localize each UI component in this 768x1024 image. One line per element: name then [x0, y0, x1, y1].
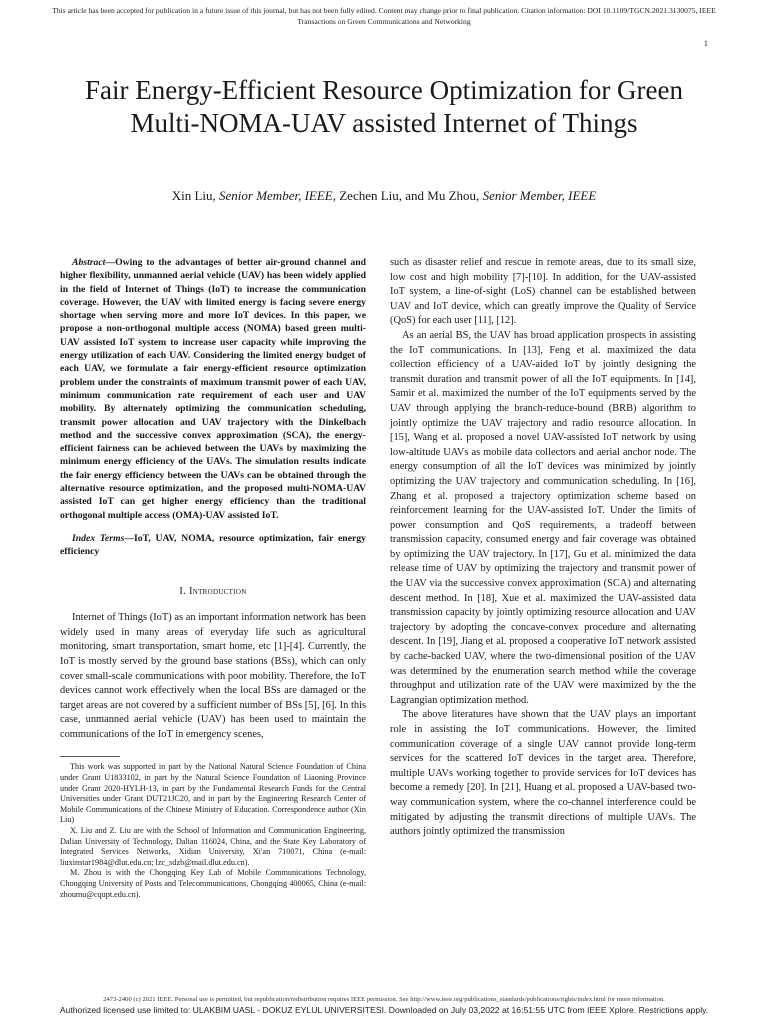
- right-column: [390, 256, 696, 840]
- paper-title: Fair Energy-Efficient Resource Optimization for Green Multi-NOMA-UAV assisted Internet of Things: [84, 75, 684, 138]
- intro-paragraph: Internet of Things (IoT) as an important information network has been widely used in many areas of everyday life such as agricultural monitoring, smart transportation, smart home, etc [1]-[4]. Currently, the IoT is mostly served by the ground base stations (BSs), which can only cover small-scale communications with poor mobility. Therefore, the IoT devices cannot work effectively when the local BSs are damaged or the target areas are not covered by a sufficient number of BSs [5], [6]. In this case, unmanned aerial vehicle (UAV) has been used to maintain the communications of the IoT in emergency scenes,: [60, 612, 366, 740]
- section-heading-introduction: I. Introduction: [179, 585, 247, 597]
- footnote-rule: [60, 756, 120, 757]
- body-paragraph-3: The above literatures have shown that the UAV plays an important role in assisting the IoT communications. However, the limited communication coverage of a single UAV cannot provide long-term services for the scattered IoT devices in the target area. Therefore, multiple UAVs working together to provide services for IoT devices has become a remedy [20]. In [21], Huang et al. proposed a UAV-based two-way communication system, where the co-channel interference could be mitigated by adjusting the transmit directions of multiple UAVs. The authors jointly optimized the transmission: [390, 709, 696, 838]
- license-notice: Authorized licensed use limited to: ULAKBIM UASL - DOKUZ EYLUL UNIVERSITESI. Downloaded on July 03,2022 at 16:51:55 UTC from IEEE Xplore. Restrictions apply.: [59, 1005, 709, 1015]
- journal-notice: [0, 6, 768, 27]
- journal-notice-line2: Transactions on Green Communications and Networking: [297, 16, 471, 26]
- abstract-lead: Abstract: [72, 257, 106, 268]
- index-terms: [60, 532, 366, 559]
- page-number: 1: [703, 38, 708, 48]
- author-line: [60, 188, 708, 204]
- index-terms-text: —IoT, UAV, NOMA, resource optimization, fair energy efficiency: [60, 532, 366, 558]
- abstract: [60, 256, 366, 522]
- author-2-3-names: , Zechen Liu, and Mu Zhou,: [332, 188, 483, 203]
- footnote-affiliation-2: M. Zhou is with the Chongqing Key Lab of Mobile Communications Technology, Chongqing University of Posts and Telecommunications, Chongqing 400065, China (e-mail: zhoumu@cqupt.edu.cn).: [60, 868, 366, 899]
- body-paragraph-1: such as disaster relief and rescue in remote areas, due to its small size, low cost and high mobility [7]-[10]. In addition, for the UAV-assisted IoT system, a line-of-sight (LoS) channel can be established between UAV and IoT device, which can greatly improve the Quality of Service (QoS) for each user [11], [12].: [390, 257, 696, 327]
- footnote-funding: This work was supported in part by the National Natural Science Foundation of China under Grant U1833102, in part by the Natural Science Foundation of Liaoning Province under Grant 2020-HYLH-13, in part by the Fundamental Research Funds for the Central Universities under Grant DUT21JC20, and in part by the Engineering Research Center of Mobile Communications of the Chinese Ministry of Education. Correspondence author (Xin Liu): [60, 762, 366, 825]
- author-3-role: Senior Member, IEEE: [482, 188, 597, 203]
- footnote-affiliation-1: X. Liu and Z. Liu are with the School of Information and Communication Engineering, Dalian University of Technology, Dalian 116024, China, and the State Key Laboratory of Integrated Services Networks, Xidian University, Xi'an 710071, China (e-mail: liuxinstar1984@dlut.edu.cn; lzc_sdzb@mail.dlut.edu.cn).: [60, 826, 366, 867]
- journal-notice-line1: This article has been accepted for publication in a future issue of this journal, but has not been fully edited. Content may change prior to final publication. Citation information: DOI 10.1109/TGCN.2021.3130075, IEEE: [52, 6, 716, 15]
- abstract-text: —Owing to the advantages of better air-ground channel and higher flexibility, unmanned aerial vehicle (UAV) has been widely applied in the field of Internet of Things (IoT) to increase the communication coverage. However, the UAV with limited energy is facing severe energy shortage when serving more and more IoT devices. In this paper, we propose a non-orthogonal multiple access (NOMA) based green multi-UAV assisted IoT system to increase user capacity while improving the energy utilization of each UAV. Considering the limited energy budget of each UAV, we formulate a fair energy-efficient resource optimization problem under the constraints of maximum transmit power of each UAV, minimum communication rate requirement of each user and UAV mobility. By alternately optimizing the communication scheduling, transmit power allocation and UAV trajectory with the Dinkelbach method and the successive convex approximation (SCA), the energy-efficient fairness can be achieved between the UAVs by maximizing the minimum energy efficiency of the UAVs. The simulation results indicate the fair energy efficiency between the UAVs can be obtained through the alternative resource optimization, and the proposed multi-NOMA-UAV assisted IoT can get higher energy efficiency than the traditional orthogonal multiple access (OMA)-UAV assisted IoT.: [60, 257, 366, 521]
- author-1-name: Xin Liu,: [171, 188, 220, 203]
- body-paragraph-2: As an aerial BS, the UAV has broad application prospects in assisting the IoT communications. In [13], Feng et al. maximized the data collection efficiency of a UAV-aided IoT by jointly designing the transmit duration and transmit power of all the IoT equipments. In [14], Samir et al. maximized the number of the IoT equipments served by the UAV through applying the branch-reduce-bound (BRB) algorithm to jointly optimize the UAV trajectory and radio resource allocation. In [15], Wang et al. proposed a novel UAV-assisted IoT network by using low-altitude UAVs as mobile data collectors and aerial anchor node. The energy consumption of all the IoT devices was minimized by jointly optimizing the UAV trajectory and communication scheduling. In [16], Zhang et al. proposed a trajectory optimization scheme based on reinforcement learning for the UAV-assisted IoT. Under the limits of power consumption and QoS requirements, a tradeoff between transmission capacity, consumed energy and fair coverage was obtained by optimizing the UAV trajectory. In [17], Gu et al. minimized the data release time of UAV by optimizing the trajectory and transmit power of the UAV via the successive convex approximation (SCA) and alternating descent method. In [18], Xue et al. maximized the UAV-assisted data transmission capacity by jointly optimizing resource allocation and UAV trajectory by adopting the concave-convex procedure and alternating descent. In [19], Jiang et al. proposed a cooperative IoT network assisted by cache-backed UAV, where the two-dimensional position of the UAV was determined by the enumeration search method while the coverage throughput and utilization rate of the UAV were maximized by the the Lagrangian optimization method.: [390, 329, 696, 706]
- left-column: [60, 256, 366, 900]
- author-1-role: Senior Member, IEEE: [219, 188, 333, 203]
- copyright-notice: 2473-2400 (c) 2021 IEEE. Personal use is permitted, but republication/redistribution requires IEEE permission. See http://www.ieee.org/publications_standards/publications/rights/index.html for more information.: [103, 996, 665, 1003]
- footnotes: [60, 762, 366, 900]
- index-terms-lead: Index Terms: [72, 532, 125, 544]
